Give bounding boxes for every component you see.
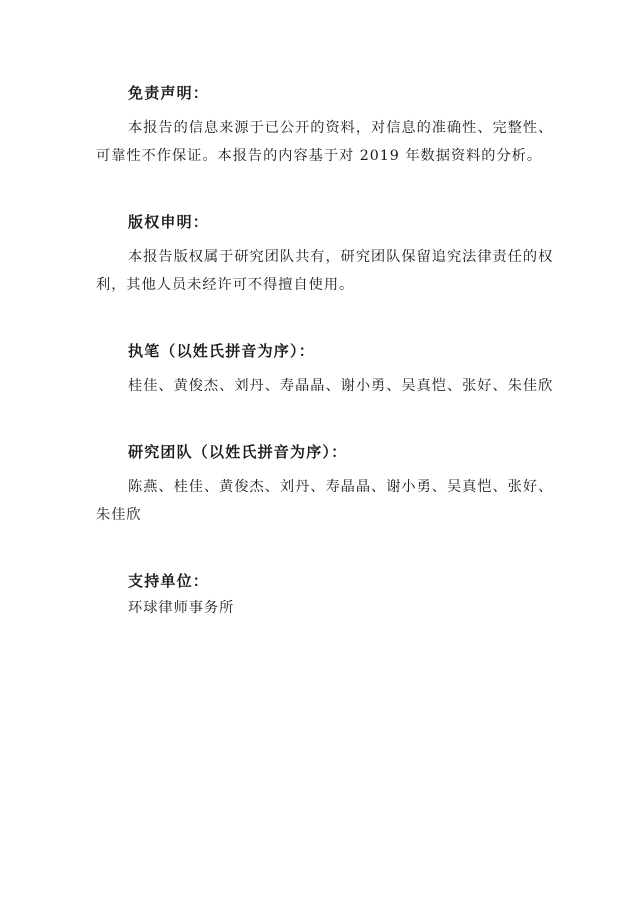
team-text <box>96 473 553 529</box>
team-heading: 研究团队（以姓氏拼音为序）： <box>128 443 348 461</box>
team-line-1: 陈燕、桂佳、黄俊杰、刘丹、寿晶晶、谢小勇、吴真恺、张好、 <box>128 479 554 495</box>
disclaimer-line-1: 本报告的信息来源于已公开的资料，对信息的准确性、完整性、 <box>128 120 554 136</box>
team-line-2: 朱佳欣 <box>96 507 142 523</box>
copyright-heading: 版权申明： <box>128 213 210 231</box>
support-text <box>96 594 234 622</box>
disclaimer-line-2: 可靠性不作保证。本报告的内容基于对 2019 年数据资料的分析。 <box>96 148 543 164</box>
support-line-1: 环球律师事务所 <box>128 600 235 616</box>
authors-line-1: 桂佳、黄俊杰、刘丹、寿晶晶、谢小勇、吴真恺、张好、朱佳欣 <box>128 378 554 394</box>
authors-heading: 执笔（以姓氏拼音为序）： <box>128 342 315 360</box>
disclaimer-heading: 免责声明： <box>128 84 210 102</box>
authors-text <box>96 372 553 400</box>
copyright-text <box>96 243 553 299</box>
support-heading: 支持单位： <box>128 572 210 590</box>
copyright-line-1: 本报告版权属于研究团队共有，研究团队保留追究法律责任的权 <box>128 249 554 265</box>
copyright-line-2: 利，其他人员未经许可不得擅自使用。 <box>96 277 355 293</box>
disclaimer-text <box>96 114 553 170</box>
